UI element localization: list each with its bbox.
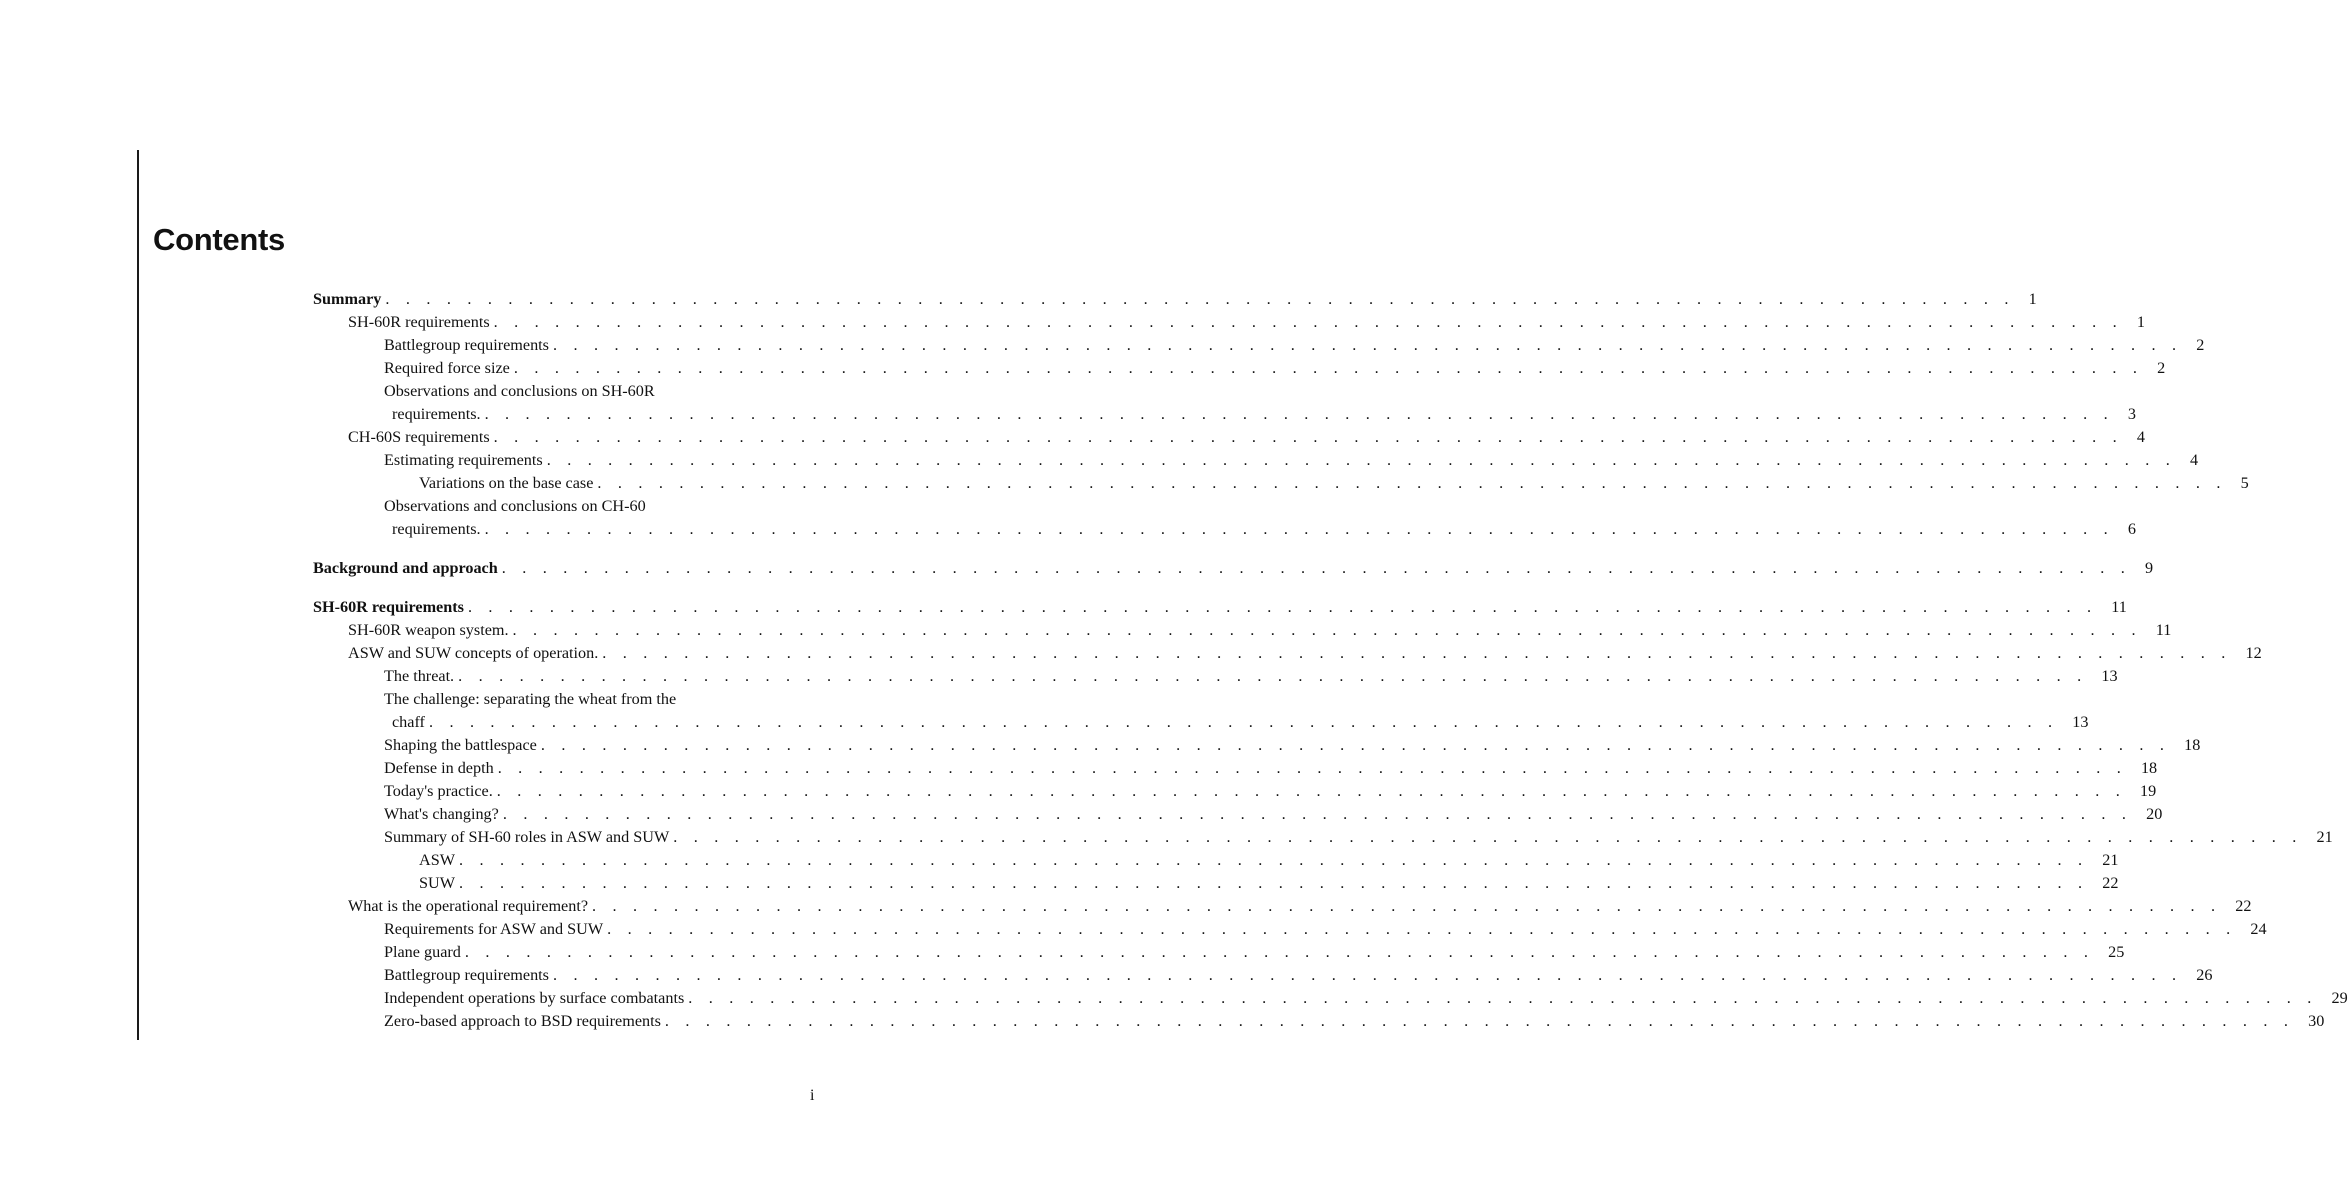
dot-leader: . . . . . . . . . . . . . . . . . . . . . . . . . . . . . . . . . . . . . . . . . . . . . . . . . . . . . . . . . . . . . . . . . . . . . . . . . . . . . . . . bbox=[592, 897, 2222, 915]
dot-leader: . . . . . . . . . . . . . . . . . . . . . . . . . . . . . . . . . . . . . . . . . . . . . . . . . . . . . . . . . . . . . . . . . . . . . . . . . . . . . . . . bbox=[428, 713, 2059, 731]
toc-entry-page: 18 bbox=[2140, 759, 2158, 777]
dot-leader: . . . . . . . . . . . . . . . . . . . . . . . . . . . . . . . . . . . . . . . . . . . . . . . . . . . . . . . . . . . . . . . . . . . . . . . . . . . . . . . . bbox=[458, 667, 2088, 685]
toc-entry-title: Summary of SH-60 roles in ASW and SUW bbox=[384, 828, 670, 846]
toc-entry-title: Zero-based approach to BSD requirements bbox=[384, 1012, 661, 1030]
toc-entry-page: 1 bbox=[2028, 290, 2037, 308]
toc-entry-page: 22 bbox=[2235, 897, 2252, 915]
dot-leader: . . . . . . . . . . . . . . . . . . . . . . . . . . . . . . . . . . . . . . . . . . . . . . . . . . . . . . . . . . . . . . . . . . . . . . . . . . . . . . . . bbox=[484, 520, 2114, 538]
toc-entry-page: 19 bbox=[2140, 782, 2157, 800]
toc-entry-page: 22 bbox=[2102, 874, 2119, 892]
toc-entry-title: CH-60S requirements bbox=[348, 428, 490, 446]
toc-entry bbox=[313, 1010, 2325, 1033]
toc-entry bbox=[313, 472, 2249, 495]
toc-entry bbox=[313, 311, 2145, 334]
toc-entry bbox=[313, 518, 2136, 541]
toc-entry-title: ASW bbox=[419, 851, 455, 869]
toc-entry-title: The challenge: separating the wheat from the bbox=[384, 690, 677, 708]
toc-entry bbox=[313, 895, 2252, 918]
toc-entry-page: 12 bbox=[2245, 644, 2262, 662]
dot-leader: . . . . . . . . . . . . . . . . . . . . . . . . . . . . . . . . . . . . . . . . . . . . . . . . . . . . . . . . . . . . . . . . . . . . . . . . . . . . . . . . bbox=[493, 428, 2123, 446]
toc-entry-page: 4 bbox=[2189, 451, 2199, 469]
toc-entry bbox=[313, 334, 2205, 357]
dot-leader: . . . . . . . . . . . . . . . . . . . . . . . . . . . . . . . . . . . . . . . . . . . . . . . . . . . . . . . . . . . . . . . . . . . . . . . . . . . . . . . . bbox=[502, 805, 2133, 823]
toc-entry-page: 2 bbox=[2196, 336, 2205, 354]
toc-entry-page: 9 bbox=[2145, 559, 2154, 577]
toc-entry-title: SH-60R requirements bbox=[348, 313, 490, 331]
toc-entry-title: Summary bbox=[313, 290, 382, 308]
toc-entry bbox=[313, 711, 2089, 734]
table-of-contents bbox=[313, 288, 2348, 1033]
dot-leader: . . . . . . . . . . . . . . . . . . . . . . . . . . . . . . . . . . . . . . . . . . . . . . . . . . . . . . . . . . . . . . . . . . . . . . . . . . . . . . . . bbox=[501, 559, 2131, 577]
toc-entry bbox=[313, 734, 2201, 757]
toc-entry bbox=[313, 426, 2145, 449]
toc-entry-title: Observations and conclusions on SH-60R bbox=[384, 382, 655, 400]
toc-entry-title: ASW and SUW concepts of operation. bbox=[348, 644, 599, 662]
toc-entry-page: 25 bbox=[2108, 943, 2125, 961]
dot-leader: . . . . . . . . . . . . . . . . . . . . . . . . . . . . . . . . . . . . . . . . . . . . . . . . . . . . . . . . . . . . . . . . . . . . . . . . . . . . . . . . bbox=[493, 313, 2123, 331]
toc-entry bbox=[313, 780, 2157, 803]
toc-entry-title: What's changing? bbox=[384, 805, 499, 823]
dot-leader: . . . . . . . . . . . . . . . . . . . . . . . . . . . . . . . . . . . . . . . . . . . . . . . . . . . . . . . . . . . . . . . . . . . . . . . . . . . . . . . . bbox=[664, 1012, 2295, 1030]
dot-leader: . . . . . . . . . . . . . . . . . . . . . . . . . . . . . . . . . . . . . . . . . . . . . . . . . . . . . . . . . . . . . . . . . . . . . . . . . . . . . . . . bbox=[552, 966, 2183, 984]
dot-leader: . . . . . . . . . . . . . . . . . . . . . . . . . . . . . . . . . . . . . . . . . . . . . . . . . . . . . . . . . . . . . . . . . . . . . . . . . . . . . . . . bbox=[673, 828, 2303, 846]
dot-leader: . . . . . . . . . . . . . . . . . . . . . . . . . . . . . . . . . . . . . . . . . . . . . . . . . . . . . . . . . . . . . . . . . . . . . . . . . . . . . . . . bbox=[464, 943, 2095, 961]
toc-entry bbox=[313, 596, 2127, 619]
dot-leader: . . . . . . . . . . . . . . . . . . . . . . . . . . . . . . . . . . . . . . . . . . . . . . . . . . . . . . . . . . . . . . . . . . . . . . . . . . . . . . . . bbox=[597, 474, 2227, 492]
toc-entry-title: Requirements for ASW and SUW bbox=[384, 920, 604, 938]
dot-leader: . . . . . . . . . . . . . . . . . . . . . . . . . . . . . . . . . . . . . . . . . . . . . . . . . . . . . . . . . . . . . . . . . . . . . . . . . . . . . . . . bbox=[540, 736, 2171, 754]
toc-entry-title: What is the operational requirement? bbox=[348, 897, 589, 915]
toc-entry bbox=[313, 357, 2166, 380]
toc-entry bbox=[313, 918, 2267, 941]
toc-entry-title: Variations on the base case bbox=[419, 474, 594, 492]
toc-entry-title: SH-60R requirements bbox=[313, 598, 464, 616]
dot-leader: . . . . . . . . . . . . . . . . . . . . . . . . . . . . . . . . . . . . . . . . . . . . . . . . . . . . . . . . . . . . . . . . . . . . . . . . . . . . . . . . bbox=[484, 405, 2114, 423]
toc-entry-title: requirements. bbox=[392, 520, 481, 538]
toc-entry-page: 24 bbox=[2250, 920, 2267, 938]
toc-entry-title: Required force size bbox=[384, 359, 510, 377]
toc-entry bbox=[313, 872, 2119, 895]
dot-leader: . . . . . . . . . . . . . . . . . . . . . . . . . . . . . . . . . . . . . . . . . . . . . . . . . . . . . . . . . . . . . . . . . . . . . . . . . . . . . . . . bbox=[512, 621, 2142, 639]
toc-entry-page: 1 bbox=[2136, 313, 2145, 331]
toc-entry-title: chaff bbox=[392, 713, 425, 731]
toc-entry bbox=[313, 849, 2119, 872]
toc-entry-title: Observations and conclusions on CH-60 bbox=[384, 497, 646, 515]
toc-entry bbox=[313, 964, 2213, 987]
toc-entry-title: Plane guard bbox=[384, 943, 461, 961]
toc-entry-title: SH-60R weapon system. bbox=[348, 621, 509, 639]
toc-entry-page: 6 bbox=[2127, 520, 2136, 538]
dot-leader: . . . . . . . . . . . . . . . . . . . . . . . . . . . . . . . . . . . . . . . . . . . . . . . . . . . . . . . . . . . . . . . . . . . . . . . . . . . . . . . . bbox=[513, 359, 2144, 377]
toc-entry-page: 18 bbox=[2184, 736, 2201, 754]
dot-leader: . . . . . . . . . . . . . . . . . . . . . . . . . . . . . . . . . . . . . . . . . . . . . . . . . . . . . . . . . . . . . . . . . . . . . . . . . . . . . . . . bbox=[552, 336, 2183, 354]
toc-entry-title: SUW bbox=[419, 874, 455, 892]
toc-entry-page: 26 bbox=[2196, 966, 2213, 984]
dot-leader: . . . . . . . . . . . . . . . . . . . . . . . . . . . . . . . . . . . . . . . . . . . . . . . . . . . . . . . . . . . . . . . . . . . . . . . . . . . . . . . . bbox=[385, 290, 2015, 308]
toc-entry-title: Defense in depth bbox=[384, 759, 494, 777]
toc-entry bbox=[313, 688, 823, 711]
toc-entry bbox=[313, 449, 2199, 472]
toc-entry bbox=[313, 403, 2136, 426]
toc-entry bbox=[313, 803, 2163, 826]
toc-entry bbox=[313, 619, 2172, 642]
toc-entry-page: 2 bbox=[2157, 359, 2166, 377]
toc-entry-title: requirements. bbox=[392, 405, 481, 423]
page-title: Contents bbox=[153, 222, 285, 257]
dot-leader: . . . . . . . . . . . . . . . . . . . . . . . . . . . . . . . . . . . . . . . . . . . . . . . . . . . . . . . . . . . . . . . . . . . . . . . . . . . . . . . . bbox=[602, 644, 2232, 662]
toc-entry-title: Independent operations by surface combatants bbox=[384, 989, 685, 1007]
toc-entry-title: Shaping the battlespace bbox=[384, 736, 537, 754]
toc-entry bbox=[313, 757, 2158, 780]
dot-leader: . . . . . . . . . . . . . . . . . . . . . . . . . . . . . . . . . . . . . . . . . . . . . . . . . . . . . . . . . . . . . . . . . . . . . . . . . . . . . . . . bbox=[458, 874, 2089, 892]
toc-entry-page: 3 bbox=[2127, 405, 2136, 423]
toc-entry bbox=[313, 380, 823, 403]
toc-entry-page: 11 bbox=[2155, 621, 2172, 639]
toc-entry-page: 11 bbox=[2111, 598, 2127, 616]
dot-leader: . . . . . . . . . . . . . . . . . . . . . . . . . . . . . . . . . . . . . . . . . . . . . . . . . . . . . . . . . . . . . . . . . . . . . . . . . . . . . . . . bbox=[688, 989, 2318, 1007]
toc-entry bbox=[313, 557, 2154, 580]
toc-entry-page: 13 bbox=[2072, 713, 2089, 731]
footer-page-number: i bbox=[810, 1087, 815, 1104]
toc-entry bbox=[313, 826, 2333, 849]
dot-leader: . . . . . . . . . . . . . . . . . . . . . . . . . . . . . . . . . . . . . . . . . . . . . . . . . . . . . . . . . . . . . . . . . . . . . . . . . . . . . . . . bbox=[496, 782, 2127, 800]
toc-entry-page: 29 bbox=[2331, 989, 2348, 1007]
toc-entry-page: 21 bbox=[2316, 828, 2333, 846]
dot-leader: . . . . . . . . . . . . . . . . . . . . . . . . . . . . . . . . . . . . . . . . . . . . . . . . . . . . . . . . . . . . . . . . . . . . . . . . . . . . . . . . bbox=[467, 598, 2098, 616]
margin-rule bbox=[137, 150, 139, 1040]
toc-entry-page: 20 bbox=[2146, 805, 2163, 823]
toc-entry bbox=[313, 288, 2037, 311]
toc-entry-title: Today's practice. bbox=[384, 782, 493, 800]
toc-entry-title: Estimating requirements bbox=[384, 451, 543, 469]
dot-leader: . . . . . . . . . . . . . . . . . . . . . . . . . . . . . . . . . . . . . . . . . . . . . . . . . . . . . . . . . . . . . . . . . . . . . . . . . . . . . . . . bbox=[546, 451, 2176, 469]
toc-entry bbox=[313, 665, 2118, 688]
toc-entry-page: 5 bbox=[2240, 474, 2249, 492]
toc-entry bbox=[313, 642, 2262, 665]
toc-entry-page: 21 bbox=[2102, 851, 2119, 869]
toc-entry-title: The threat. bbox=[384, 667, 455, 685]
toc-entry-page: 13 bbox=[2101, 667, 2118, 685]
toc-entry bbox=[313, 941, 2125, 964]
toc-entry-title: Background and approach bbox=[313, 559, 498, 577]
toc-entry-page: 30 bbox=[2308, 1012, 2325, 1030]
toc-entry-title: Battlegroup requirements bbox=[384, 966, 549, 984]
toc-entry bbox=[313, 495, 823, 518]
toc-entry-title: Battlegroup requirements bbox=[384, 336, 549, 354]
dot-leader: . . . . . . . . . . . . . . . . . . . . . . . . . . . . . . . . . . . . . . . . . . . . . . . . . . . . . . . . . . . . . . . . . . . . . . . . . . . . . . . . bbox=[607, 920, 2237, 938]
dot-leader: . . . . . . . . . . . . . . . . . . . . . . . . . . . . . . . . . . . . . . . . . . . . . . . . . . . . . . . . . . . . . . . . . . . . . . . . . . . . . . . . bbox=[458, 851, 2089, 869]
toc-entry bbox=[313, 987, 2348, 1010]
toc-entry-page: 4 bbox=[2136, 428, 2145, 446]
dot-leader: . . . . . . . . . . . . . . . . . . . . . . . . . . . . . . . . . . . . . . . . . . . . . . . . . . . . . . . . . . . . . . . . . . . . . . . . . . . . . . . . bbox=[497, 759, 2127, 777]
